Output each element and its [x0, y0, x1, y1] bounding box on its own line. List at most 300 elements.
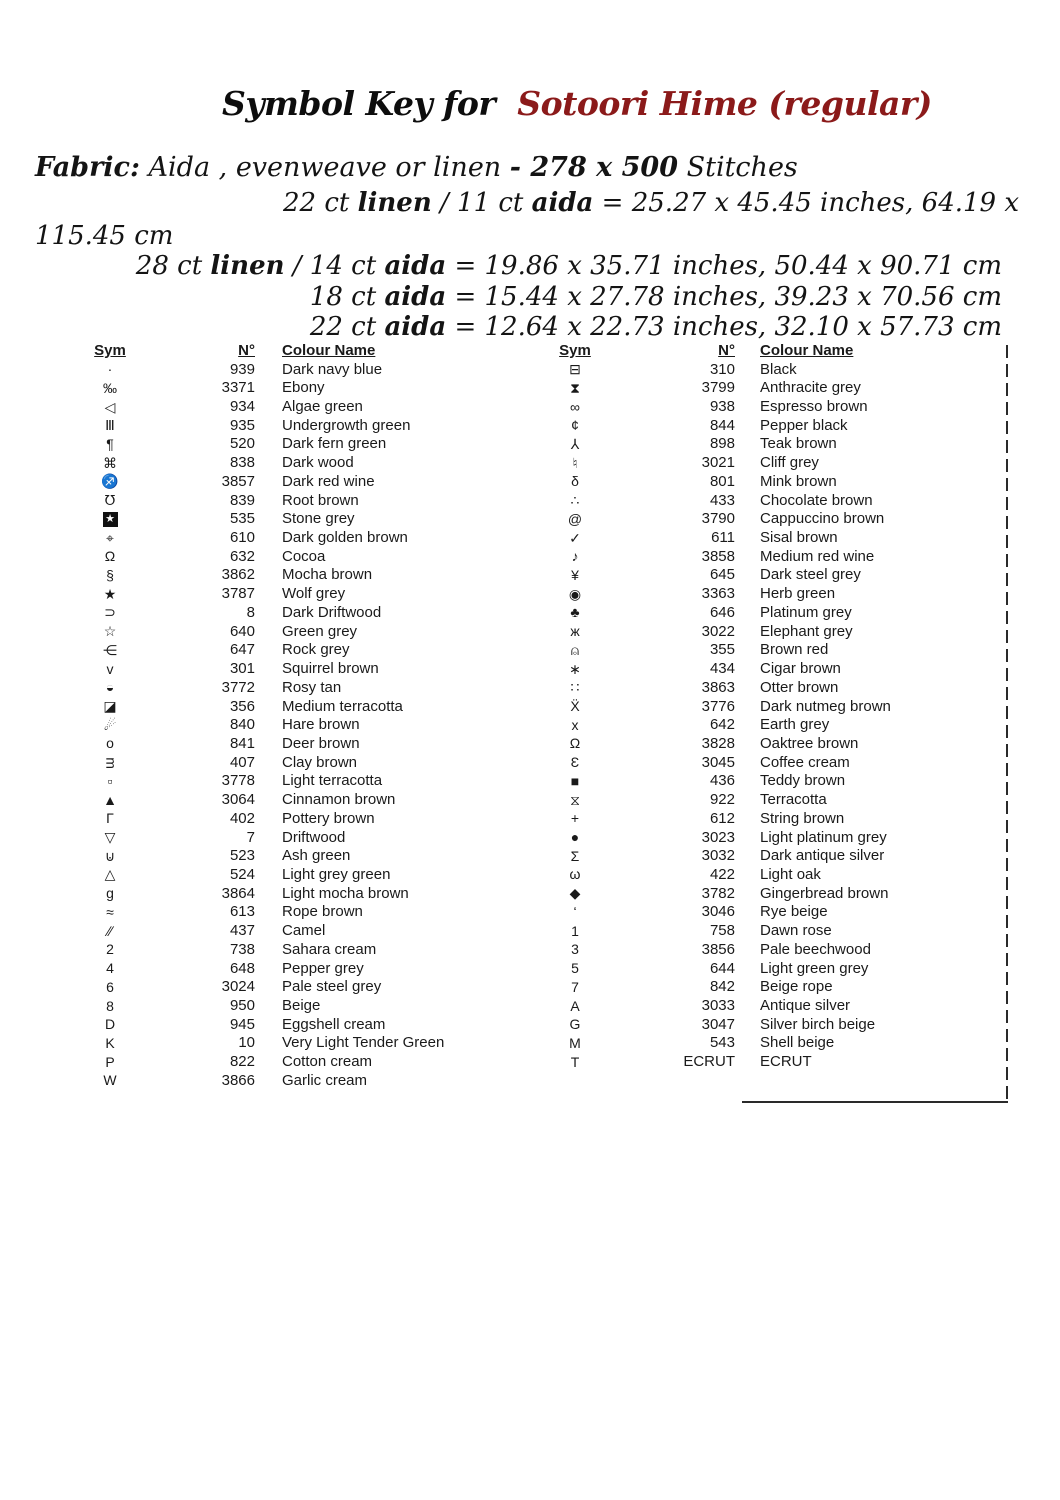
floss-number-cell: ECRUT	[683, 1053, 735, 1071]
symbol-cell	[545, 811, 605, 825]
key-row	[80, 416, 444, 435]
floss-number-cell: 422	[709, 865, 735, 883]
stitch-symbol: 5	[571, 960, 579, 977]
stitch-symbol: ⊟	[569, 361, 581, 378]
colour-name-cell: Green grey	[282, 622, 358, 640]
stitch-symbol: ω	[569, 866, 581, 883]
fabric-line-3	[35, 221, 173, 251]
symbol-cell	[545, 1055, 605, 1069]
colour-name-cell: Dark steel grey	[760, 566, 861, 584]
floss-number-cell: 3023	[701, 828, 735, 846]
symbol-cell	[80, 549, 140, 563]
key-row	[80, 865, 444, 884]
symbol-cell	[80, 699, 140, 713]
key-row	[545, 659, 891, 678]
symbol-cell	[545, 755, 605, 769]
floss-number-cell: 3032	[701, 847, 735, 865]
symbol-cell	[545, 568, 605, 582]
key-row	[545, 453, 891, 472]
key-row	[80, 472, 444, 491]
symbol-cell	[545, 849, 605, 863]
symbol-cell	[80, 1017, 140, 1031]
colour-name-cell: Pale steel grey	[282, 978, 382, 996]
symbol-cell	[545, 437, 605, 451]
stitch-symbol: ¶	[106, 435, 114, 452]
text-run: 18 ct	[309, 282, 385, 312]
colour-name-cell: Rock grey	[282, 641, 350, 659]
key-row	[545, 940, 891, 959]
key-row	[545, 772, 891, 791]
header-sym: Sym	[559, 341, 591, 359]
colour-name-cell: Teak brown	[760, 435, 837, 453]
colour-name-cell: Anthracite grey	[760, 379, 861, 397]
stitch-symbol: Ⅲ	[105, 417, 115, 434]
text-run: / 11 ct	[431, 188, 532, 218]
text-run: aida	[384, 251, 447, 281]
stitch-symbol: △	[104, 866, 116, 883]
key-row	[545, 697, 891, 716]
colour-name-cell: Beige	[282, 997, 321, 1015]
page-title	[222, 84, 932, 123]
floss-number-cell: 950	[229, 997, 255, 1015]
symbol-cell	[80, 793, 140, 807]
floss-number-cell: 8	[246, 603, 255, 621]
stitch-symbol: ⋲	[103, 641, 117, 658]
symbol-cell	[545, 381, 605, 395]
key-row	[545, 753, 891, 772]
colour-name-cell: Gingerbread brown	[760, 884, 889, 902]
stitch-symbol: ʻ	[573, 903, 577, 920]
key-row	[80, 360, 444, 379]
colour-name-cell: ECRUT	[760, 1053, 812, 1071]
symbol-cell	[80, 568, 140, 582]
symbol-cell	[545, 362, 605, 376]
colour-name-cell: Mink brown	[760, 472, 837, 490]
stitch-symbol: ⊍	[104, 847, 116, 864]
symbol-cell	[545, 418, 605, 432]
colour-name-cell: Otter brown	[760, 678, 839, 696]
floss-number-cell: 3864	[221, 884, 255, 902]
key-row	[545, 378, 891, 397]
floss-number-cell: 3778	[221, 772, 255, 790]
colour-name-cell: Dark Driftwood	[282, 603, 382, 621]
key-row	[545, 566, 891, 585]
colour-name-cell: Rye beige	[760, 903, 828, 921]
key-row	[80, 528, 444, 547]
symbol-cell	[545, 924, 605, 938]
stitch-symbol: G	[569, 1016, 581, 1033]
key-row	[80, 491, 444, 510]
colour-name-cell: Black	[760, 360, 797, 378]
key-row	[80, 1034, 444, 1053]
header-number: N°	[718, 341, 735, 359]
symbol-cell	[545, 662, 605, 676]
colour-name-cell: Algae green	[282, 398, 363, 416]
colour-name-cell: Elephant grey	[760, 622, 853, 640]
fabric-line-5	[310, 282, 1002, 312]
text-run: Fabric:	[35, 152, 140, 183]
symbol-cell	[80, 1073, 140, 1087]
symbol-cell	[545, 1017, 605, 1031]
key-row	[545, 977, 891, 996]
floss-number-cell: 10	[238, 1034, 255, 1052]
page-title-red: Sotoori Hime (regular)	[517, 84, 932, 123]
floss-number-cell: 3033	[701, 997, 735, 1015]
floss-number-cell: 945	[229, 1015, 255, 1033]
stitch-symbol: ◪	[103, 698, 117, 715]
colour-name-cell: Silver birch beige	[760, 1015, 876, 1033]
symbol-cell	[545, 774, 605, 788]
symbol-cell	[80, 736, 140, 750]
key-row	[80, 697, 444, 716]
stitch-symbol: ■	[570, 772, 580, 789]
stitch-symbol: ¢	[571, 417, 579, 434]
floss-number-cell: 758	[709, 922, 735, 940]
stitch-symbol: x	[571, 716, 579, 733]
floss-number-cell: 935	[229, 416, 255, 434]
key-row	[80, 921, 444, 940]
stitch-symbol: ℧	[104, 492, 116, 509]
key-row	[545, 397, 891, 416]
colour-name-cell: Terracotta	[760, 791, 827, 809]
floss-number-cell: 3046	[701, 903, 735, 921]
key-row	[80, 584, 444, 603]
key-row	[80, 846, 444, 865]
colour-name-cell: Hare brown	[282, 716, 360, 734]
fabric-line-6	[310, 312, 1002, 342]
symbol-cell	[80, 867, 140, 881]
key-row	[545, 996, 891, 1015]
stitch-symbol: 8	[106, 997, 114, 1014]
colour-name-cell: Rope brown	[282, 903, 363, 921]
key-row	[545, 603, 891, 622]
colour-name-cell: Antique silver	[760, 997, 851, 1015]
floss-number-cell: 644	[709, 959, 735, 977]
colour-name-cell: Herb green	[760, 585, 836, 603]
floss-number-cell: 433	[709, 491, 735, 509]
floss-number-cell: 898	[709, 435, 735, 453]
stitch-symbol: ж	[570, 623, 580, 640]
symbol-cell	[80, 531, 140, 545]
floss-number-cell: 938	[709, 398, 735, 416]
text-run: Aida , evenweave or linen	[139, 152, 510, 183]
symbol-cell	[545, 400, 605, 414]
floss-number-cell: 3024	[221, 978, 255, 996]
symbol-cell	[80, 886, 140, 900]
stitch-symbol: ∕∕	[107, 922, 113, 939]
stitch-symbol: ◁	[104, 398, 116, 415]
key-row	[80, 828, 444, 847]
symbol-cell	[80, 437, 140, 451]
floss-number-cell: 738	[229, 940, 255, 958]
symbol-cell	[80, 493, 140, 507]
floss-number-cell: 939	[229, 360, 255, 378]
colour-name-cell: Dark wood	[282, 454, 354, 472]
stitch-symbol: ☆	[103, 623, 117, 640]
symbol-cell	[80, 849, 140, 863]
colour-name-cell: Beige rope	[760, 978, 833, 996]
colour-name-cell: Driftwood	[282, 828, 346, 846]
floss-number-cell: 3064	[221, 791, 255, 809]
stitch-symbol: Ω	[104, 548, 116, 565]
symbol-cell	[80, 510, 140, 527]
symbol-cell	[80, 755, 140, 769]
colour-name-cell: Squirrel brown	[282, 660, 379, 678]
colour-name-cell: Dark navy blue	[282, 360, 383, 378]
key-row	[545, 472, 891, 491]
floss-number-cell: 3858	[701, 547, 735, 565]
stitch-symbol: ♐	[101, 473, 119, 490]
key-row	[80, 566, 444, 585]
colour-name-cell: Rosy tan	[282, 678, 342, 696]
floss-number-cell: 355	[709, 641, 735, 659]
floss-number-cell: 3790	[701, 510, 735, 528]
symbol-cell	[545, 549, 605, 563]
stitch-symbol: ★	[103, 585, 117, 602]
floss-number-cell: 436	[709, 772, 735, 790]
stitch-symbol: g	[106, 885, 114, 902]
symbol-cell	[545, 474, 605, 488]
floss-number-cell: 647	[229, 641, 255, 659]
floss-number-cell: 524	[229, 865, 255, 883]
key-row	[80, 790, 444, 809]
key-row	[80, 772, 444, 791]
symbol-cell	[545, 587, 605, 601]
stitch-symbol: ∷	[570, 679, 580, 696]
floss-number-cell: 640	[229, 622, 255, 640]
floss-number-cell: 3828	[701, 734, 735, 752]
fabric-line-4	[136, 251, 1002, 281]
bottom-border-line	[742, 1101, 1008, 1103]
stitch-symbol: ♪	[571, 548, 579, 565]
symbol-cell	[80, 905, 140, 919]
symbol-cell	[545, 605, 605, 619]
key-table-right-body	[545, 360, 891, 1071]
symbol-cell	[80, 1036, 140, 1050]
colour-name-cell: Medium terracotta	[282, 697, 403, 715]
symbol-cell	[545, 793, 605, 807]
colour-name-cell: Stone grey	[282, 510, 355, 528]
key-row	[80, 959, 444, 978]
key-row	[80, 547, 444, 566]
floss-number-cell: 3776	[701, 697, 735, 715]
key-row	[80, 903, 444, 922]
key-row	[80, 753, 444, 772]
key-row	[80, 940, 444, 959]
colour-name-cell: Light mocha brown	[282, 884, 409, 902]
colour-name-cell: Cocoa	[282, 547, 326, 565]
colour-name-cell: Dawn rose	[760, 922, 832, 940]
key-row	[545, 1015, 891, 1034]
key-row	[80, 509, 444, 528]
floss-number-cell: 822	[229, 1053, 255, 1071]
key-row	[545, 416, 891, 435]
symbol-cell	[545, 643, 605, 657]
symbol-cell	[80, 980, 140, 994]
colour-name-cell: Oaktree brown	[760, 734, 859, 752]
floss-number-cell: 3021	[701, 454, 735, 472]
key-row	[80, 734, 444, 753]
fabric-line-1	[35, 152, 798, 183]
colour-name-cell: Wolf grey	[282, 585, 346, 603]
symbol-cell	[80, 942, 140, 956]
colour-name-cell: Garlic cream	[282, 1071, 368, 1089]
key-row	[545, 435, 891, 454]
floss-number-cell: 645	[709, 566, 735, 584]
colour-name-cell: Light terracotta	[282, 772, 383, 790]
stitch-symbol: @	[567, 510, 583, 527]
colour-name-cell: Dark red wine	[282, 472, 375, 490]
stitch-symbol: ♣	[570, 604, 580, 621]
symbol-cell	[80, 718, 140, 732]
stitch-symbol: Ω	[569, 735, 581, 752]
floss-number-cell: 632	[229, 547, 255, 565]
key-table-header	[545, 341, 891, 360]
colour-name-cell: Earth grey	[760, 716, 830, 734]
colour-name-cell: Ebony	[282, 379, 325, 397]
stitch-symbol: K	[105, 1034, 115, 1051]
stitch-symbol: Ɛ	[570, 754, 580, 771]
text-run: = 12.64 x 22.73 inches, 32.10 x 57.73 cm	[446, 312, 1002, 342]
floss-number-cell: 402	[229, 809, 255, 827]
key-row	[545, 921, 891, 940]
key-row	[545, 715, 891, 734]
symbol-cell	[80, 830, 140, 844]
floss-number-cell: 838	[229, 454, 255, 472]
text-run: = 15.44 x 27.78 inches, 39.23 x 70.56 cm	[446, 282, 1002, 312]
stitch-symbol: 2	[106, 941, 114, 958]
key-table-left-body	[80, 360, 444, 1090]
floss-number-cell: 3782	[701, 884, 735, 902]
text-run: = 25.27 x 45.45 inches, 64.19 x	[593, 188, 1020, 218]
colour-name-cell: Light platinum grey	[760, 828, 887, 846]
stitch-symbol: ⌖	[106, 529, 114, 546]
key-row	[545, 547, 891, 566]
stitch-symbol: ▫	[107, 772, 113, 789]
floss-number-cell: 801	[709, 472, 735, 490]
key-row	[80, 1052, 444, 1071]
symbol-cell	[545, 942, 605, 956]
floss-number-cell: 407	[229, 753, 255, 771]
colour-name-cell: Mocha brown	[282, 566, 373, 584]
floss-number-cell: 3363	[701, 585, 735, 603]
symbol-cell	[80, 624, 140, 638]
text-run: aida	[384, 312, 447, 342]
floss-number-cell: 3863	[701, 678, 735, 696]
symbol-cell	[545, 867, 605, 881]
symbol-cell	[80, 400, 140, 414]
text-run: linen	[210, 251, 285, 281]
stitch-symbol: ⅄	[570, 435, 580, 452]
symbol-cell	[80, 680, 140, 694]
colour-name-cell: Very Light Tender Green	[282, 1034, 445, 1052]
symbol-cell	[545, 830, 605, 844]
key-table-header	[80, 341, 444, 360]
text-run: aida	[531, 188, 594, 218]
symbol-cell	[545, 961, 605, 975]
colour-name-cell: Chocolate brown	[760, 491, 873, 509]
floss-number-cell: 839	[229, 491, 255, 509]
header-number: N°	[238, 341, 255, 359]
symbol-cell	[80, 924, 140, 938]
stitch-symbol: ⊃	[104, 604, 116, 621]
stitch-symbol: ◆	[569, 885, 581, 902]
text-run: aida	[384, 282, 447, 312]
colour-name-cell: Shell beige	[760, 1034, 835, 1052]
key-row	[545, 959, 891, 978]
symbol-cell	[80, 381, 140, 395]
colour-name-cell: Coffee cream	[760, 753, 850, 771]
key-row	[545, 509, 891, 528]
key-row	[545, 828, 891, 847]
stitch-symbol: ◒	[105, 679, 115, 696]
symbol-cell	[80, 362, 140, 376]
symbol-cell	[80, 811, 140, 825]
stitch-symbol: M	[569, 1034, 581, 1051]
right-border-dashed-line	[1006, 345, 1008, 1103]
symbol-cell	[80, 961, 140, 975]
key-table-left	[80, 341, 444, 1090]
stitch-symbol: ⌘	[103, 454, 117, 471]
stitch-symbol: ·	[107, 361, 113, 378]
text-run: linen	[357, 188, 432, 218]
stitch-symbol: 1	[571, 922, 579, 939]
fabric-line-2	[283, 188, 1019, 218]
stitch-symbol: ●	[570, 829, 580, 846]
colour-name-cell: Root brown	[282, 491, 359, 509]
floss-number-cell: 934	[229, 398, 255, 416]
symbol-cell	[80, 418, 140, 432]
floss-number-cell: 535	[229, 510, 255, 528]
key-row	[545, 678, 891, 697]
symbol-cell	[545, 493, 605, 507]
text-run: 28 ct	[135, 251, 211, 281]
symbol-cell	[80, 643, 140, 657]
floss-number-cell: 612	[709, 809, 735, 827]
colour-name-cell: Pepper grey	[282, 959, 364, 977]
key-row	[80, 977, 444, 996]
key-row	[545, 491, 891, 510]
stitch-symbol: ≈	[106, 903, 114, 920]
colour-name-cell: Platinum grey	[760, 603, 852, 621]
colour-name-cell: Sahara cream	[282, 940, 377, 958]
key-row	[545, 1052, 891, 1071]
stitch-symbol: A	[570, 997, 580, 1014]
key-row	[80, 397, 444, 416]
page-title-black: Symbol Key for	[222, 84, 496, 123]
symbol-cell	[545, 699, 605, 713]
floss-number-cell: 840	[229, 716, 255, 734]
stitch-symbol: ♮	[572, 454, 578, 471]
colour-name-cell: Deer brown	[282, 734, 360, 752]
key-row	[80, 1015, 444, 1034]
symbol-cell	[545, 905, 605, 919]
stitch-symbol: §	[106, 566, 114, 583]
symbol-cell	[545, 512, 605, 526]
symbol-cell	[545, 531, 605, 545]
key-row	[545, 641, 891, 660]
stitch-symbol: ᴟ	[105, 754, 115, 771]
key-row	[545, 622, 891, 641]
symbol-cell	[545, 680, 605, 694]
colour-name-cell: Cigar brown	[760, 660, 841, 678]
floss-number-cell: 310	[709, 360, 735, 378]
floss-number-cell: 3371	[221, 379, 255, 397]
stitch-symbol: Γ	[106, 810, 114, 827]
floss-number-cell: 841	[229, 734, 255, 752]
stitch-symbol: +	[570, 810, 580, 827]
stitch-symbol: P	[105, 1053, 115, 1070]
